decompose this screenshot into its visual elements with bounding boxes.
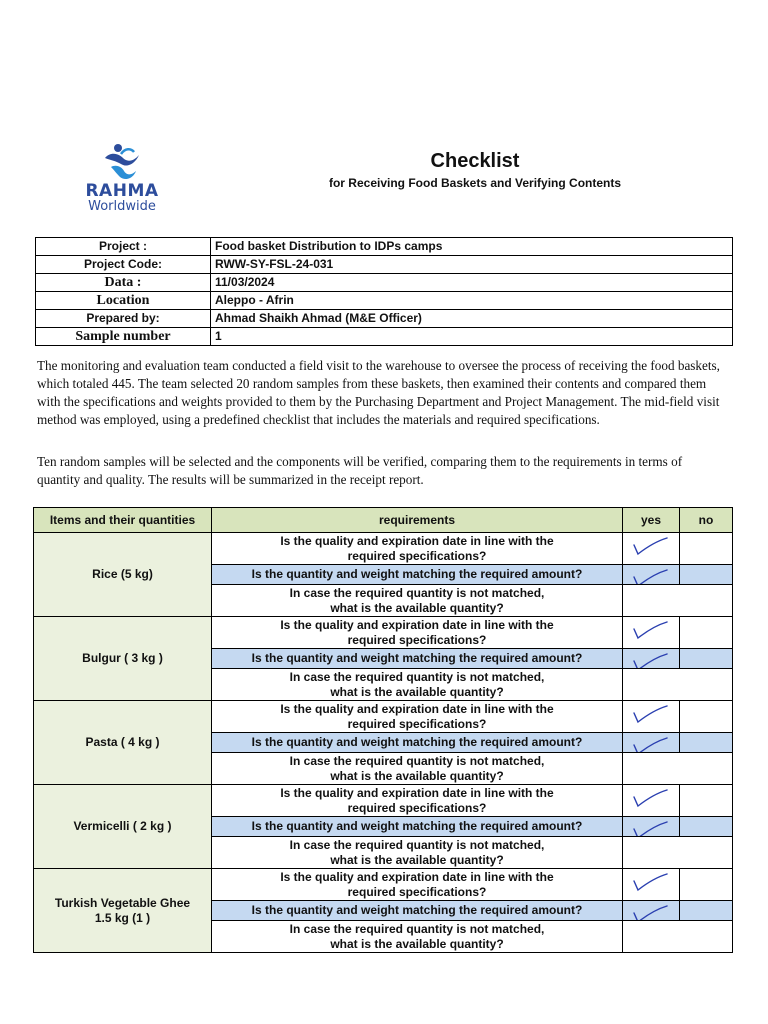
requirement-available bbox=[212, 753, 623, 785]
available-quantity-field[interactable] bbox=[623, 837, 733, 869]
no-cell[interactable] bbox=[680, 785, 733, 817]
info-row bbox=[36, 238, 733, 256]
tick-mark-icon bbox=[629, 651, 671, 669]
rahma-logo-icon bbox=[101, 142, 143, 182]
yes-cell[interactable] bbox=[623, 785, 680, 817]
no-cell[interactable] bbox=[680, 869, 733, 901]
requirement-text: required specifications? bbox=[347, 716, 487, 731]
requirement-quality bbox=[212, 701, 623, 733]
requirement-quantity: Is the quantity and weight matching the required amount? bbox=[212, 733, 623, 753]
requirement-text: what is the available quantity? bbox=[330, 768, 504, 783]
header-items: Items and their quantities bbox=[34, 508, 212, 533]
project-info-table bbox=[35, 237, 733, 346]
tick-mark-icon bbox=[629, 735, 671, 753]
tick-mark-icon bbox=[629, 787, 671, 809]
requirement-quantity: Is the quantity and weight matching the required amount? bbox=[212, 565, 623, 585]
info-value: RWW-SY-FSL-24-031 bbox=[211, 256, 733, 274]
method-paragraph: Ten random samples will be selected and the components will be verified, comparing them to the requirements in terms of quantity and quality. The results will be summarized in the receipt report. bbox=[37, 454, 683, 487]
requirement-text: In case the required quantity is not matched, bbox=[289, 753, 545, 768]
requirement-text: In case the required quantity is not matched, bbox=[289, 837, 545, 852]
tick-mark-icon bbox=[629, 619, 671, 641]
no-cell[interactable] bbox=[680, 533, 733, 565]
requirement-text: Is the quality and expiration date in line with the bbox=[280, 533, 554, 548]
yes-cell[interactable] bbox=[623, 901, 680, 921]
item-name-cell bbox=[34, 869, 212, 953]
requirement-text: Is the quality and expiration date in line with the bbox=[280, 617, 554, 632]
requirement-text: required specifications? bbox=[347, 800, 487, 815]
requirement-available bbox=[212, 669, 623, 701]
yes-cell[interactable] bbox=[623, 733, 680, 753]
yes-cell[interactable] bbox=[623, 817, 680, 837]
checklist-row bbox=[34, 869, 733, 901]
requirement-text: required specifications? bbox=[347, 632, 487, 647]
requirement-text: what is the available quantity? bbox=[330, 936, 504, 951]
header-no: no bbox=[680, 508, 733, 533]
logo-text: RAHMA bbox=[85, 181, 159, 201]
item-name: Pasta ( 4 kg ) bbox=[85, 735, 160, 749]
info-row bbox=[36, 256, 733, 274]
info-label: Sample number bbox=[36, 328, 211, 346]
requirement-available bbox=[212, 837, 623, 869]
requirement-available bbox=[212, 585, 623, 617]
info-value: Food basket Distribution to IDPs camps bbox=[211, 238, 733, 256]
info-value: 11/03/2024 bbox=[211, 274, 733, 292]
requirement-text: what is the available quantity? bbox=[330, 684, 504, 699]
yes-cell[interactable] bbox=[623, 701, 680, 733]
checklist-row bbox=[34, 785, 733, 817]
requirement-quality bbox=[212, 869, 623, 901]
yes-cell[interactable] bbox=[623, 649, 680, 669]
no-cell[interactable] bbox=[680, 649, 733, 669]
item-name: Turkish Vegetable Ghee bbox=[54, 895, 191, 910]
requirement-text: In case the required quantity is not matched, bbox=[289, 921, 545, 936]
yes-cell[interactable] bbox=[623, 565, 680, 585]
tick-mark-icon bbox=[629, 703, 671, 725]
tick-mark-icon bbox=[629, 567, 671, 585]
info-value: Aleppo - Afrin bbox=[211, 292, 733, 310]
no-cell[interactable] bbox=[680, 617, 733, 649]
page-subtitle: for Receiving Food Baskets and Verifying Contents bbox=[328, 176, 622, 190]
checklist-table bbox=[33, 507, 733, 953]
item-name-cell bbox=[34, 533, 212, 617]
no-cell[interactable] bbox=[680, 733, 733, 753]
info-row bbox=[36, 328, 733, 346]
tick-mark-icon bbox=[629, 903, 671, 921]
no-cell[interactable] bbox=[680, 565, 733, 585]
requirement-quantity: Is the quantity and weight matching the required amount? bbox=[212, 817, 623, 837]
item-name: Bulgur ( 3 kg ) bbox=[82, 651, 163, 665]
checklist-row bbox=[34, 617, 733, 649]
requirement-text: Is the quality and expiration date in line with the bbox=[280, 869, 554, 884]
requirement-quality bbox=[212, 785, 623, 817]
item-name-cell bbox=[34, 701, 212, 785]
available-quantity-field[interactable] bbox=[623, 921, 733, 953]
item-name-line2: 1.5 kg (1 ) bbox=[94, 910, 151, 925]
info-row bbox=[36, 274, 733, 292]
item-name: Rice (5 kg) bbox=[92, 567, 153, 581]
requirement-text: In case the required quantity is not matched, bbox=[289, 669, 545, 684]
available-quantity-field[interactable] bbox=[623, 669, 733, 701]
checklist-row bbox=[34, 533, 733, 565]
no-cell[interactable] bbox=[680, 701, 733, 733]
requirement-available bbox=[212, 921, 623, 953]
logo-subtext: Worldwide bbox=[88, 199, 156, 214]
requirement-quality bbox=[212, 533, 623, 565]
requirement-text: what is the available quantity? bbox=[330, 852, 504, 867]
available-quantity-field[interactable] bbox=[623, 585, 733, 617]
yes-cell[interactable] bbox=[623, 533, 680, 565]
item-name-cell bbox=[34, 785, 212, 869]
intro-paragraph: The monitoring and evaluation team conducted a field visit to the warehouse to oversee the process of receiving the food baskets, which totaled 445. The team selected 20 random samples from these baskets, then examined their contents and compared them with the specifications and weights provided to them by the Purchasing Department and Project Management. The mid-field visit method was employed, using a predefined checklist that includes the materials and required specifications. bbox=[37, 358, 720, 427]
requirement-text: required specifications? bbox=[347, 884, 487, 899]
info-label: Data : bbox=[36, 274, 211, 292]
no-cell[interactable] bbox=[680, 901, 733, 921]
checklist-row bbox=[34, 701, 733, 733]
tick-mark-icon bbox=[629, 871, 671, 893]
requirement-text: required specifications? bbox=[347, 548, 487, 563]
info-label: Prepared by: bbox=[36, 310, 211, 328]
item-name-cell bbox=[34, 617, 212, 701]
info-label: Location bbox=[36, 292, 211, 310]
item-name: Vermicelli ( 2 kg ) bbox=[73, 819, 172, 833]
no-cell[interactable] bbox=[680, 817, 733, 837]
available-quantity-field[interactable] bbox=[623, 753, 733, 785]
info-row bbox=[36, 310, 733, 328]
yes-cell[interactable] bbox=[623, 617, 680, 649]
rahma-logo bbox=[76, 142, 168, 214]
requirement-quality bbox=[212, 617, 623, 649]
info-value: 1 bbox=[211, 328, 733, 346]
checklist-header-row bbox=[34, 508, 733, 533]
requirement-text: Is the quality and expiration date in line with the bbox=[280, 785, 554, 800]
tick-mark-icon bbox=[629, 819, 671, 837]
requirement-quantity: Is the quantity and weight matching the required amount? bbox=[212, 649, 623, 669]
requirement-quantity: Is the quantity and weight matching the required amount? bbox=[212, 901, 623, 921]
requirement-text: In case the required quantity is not matched, bbox=[289, 585, 545, 600]
info-value: Ahmad Shaikh Ahmad (M&E Officer) bbox=[211, 310, 733, 328]
requirement-text: Is the quality and expiration date in line with the bbox=[280, 701, 554, 716]
info-label: Project Code: bbox=[36, 256, 211, 274]
page-title: Checklist bbox=[430, 150, 520, 172]
yes-cell[interactable] bbox=[623, 869, 680, 901]
info-row bbox=[36, 292, 733, 310]
info-label: Project : bbox=[36, 238, 211, 256]
header-requirements: requirements bbox=[212, 508, 623, 533]
requirement-text: what is the available quantity? bbox=[330, 600, 504, 615]
header-yes: yes bbox=[623, 508, 680, 533]
tick-mark-icon bbox=[629, 535, 671, 557]
